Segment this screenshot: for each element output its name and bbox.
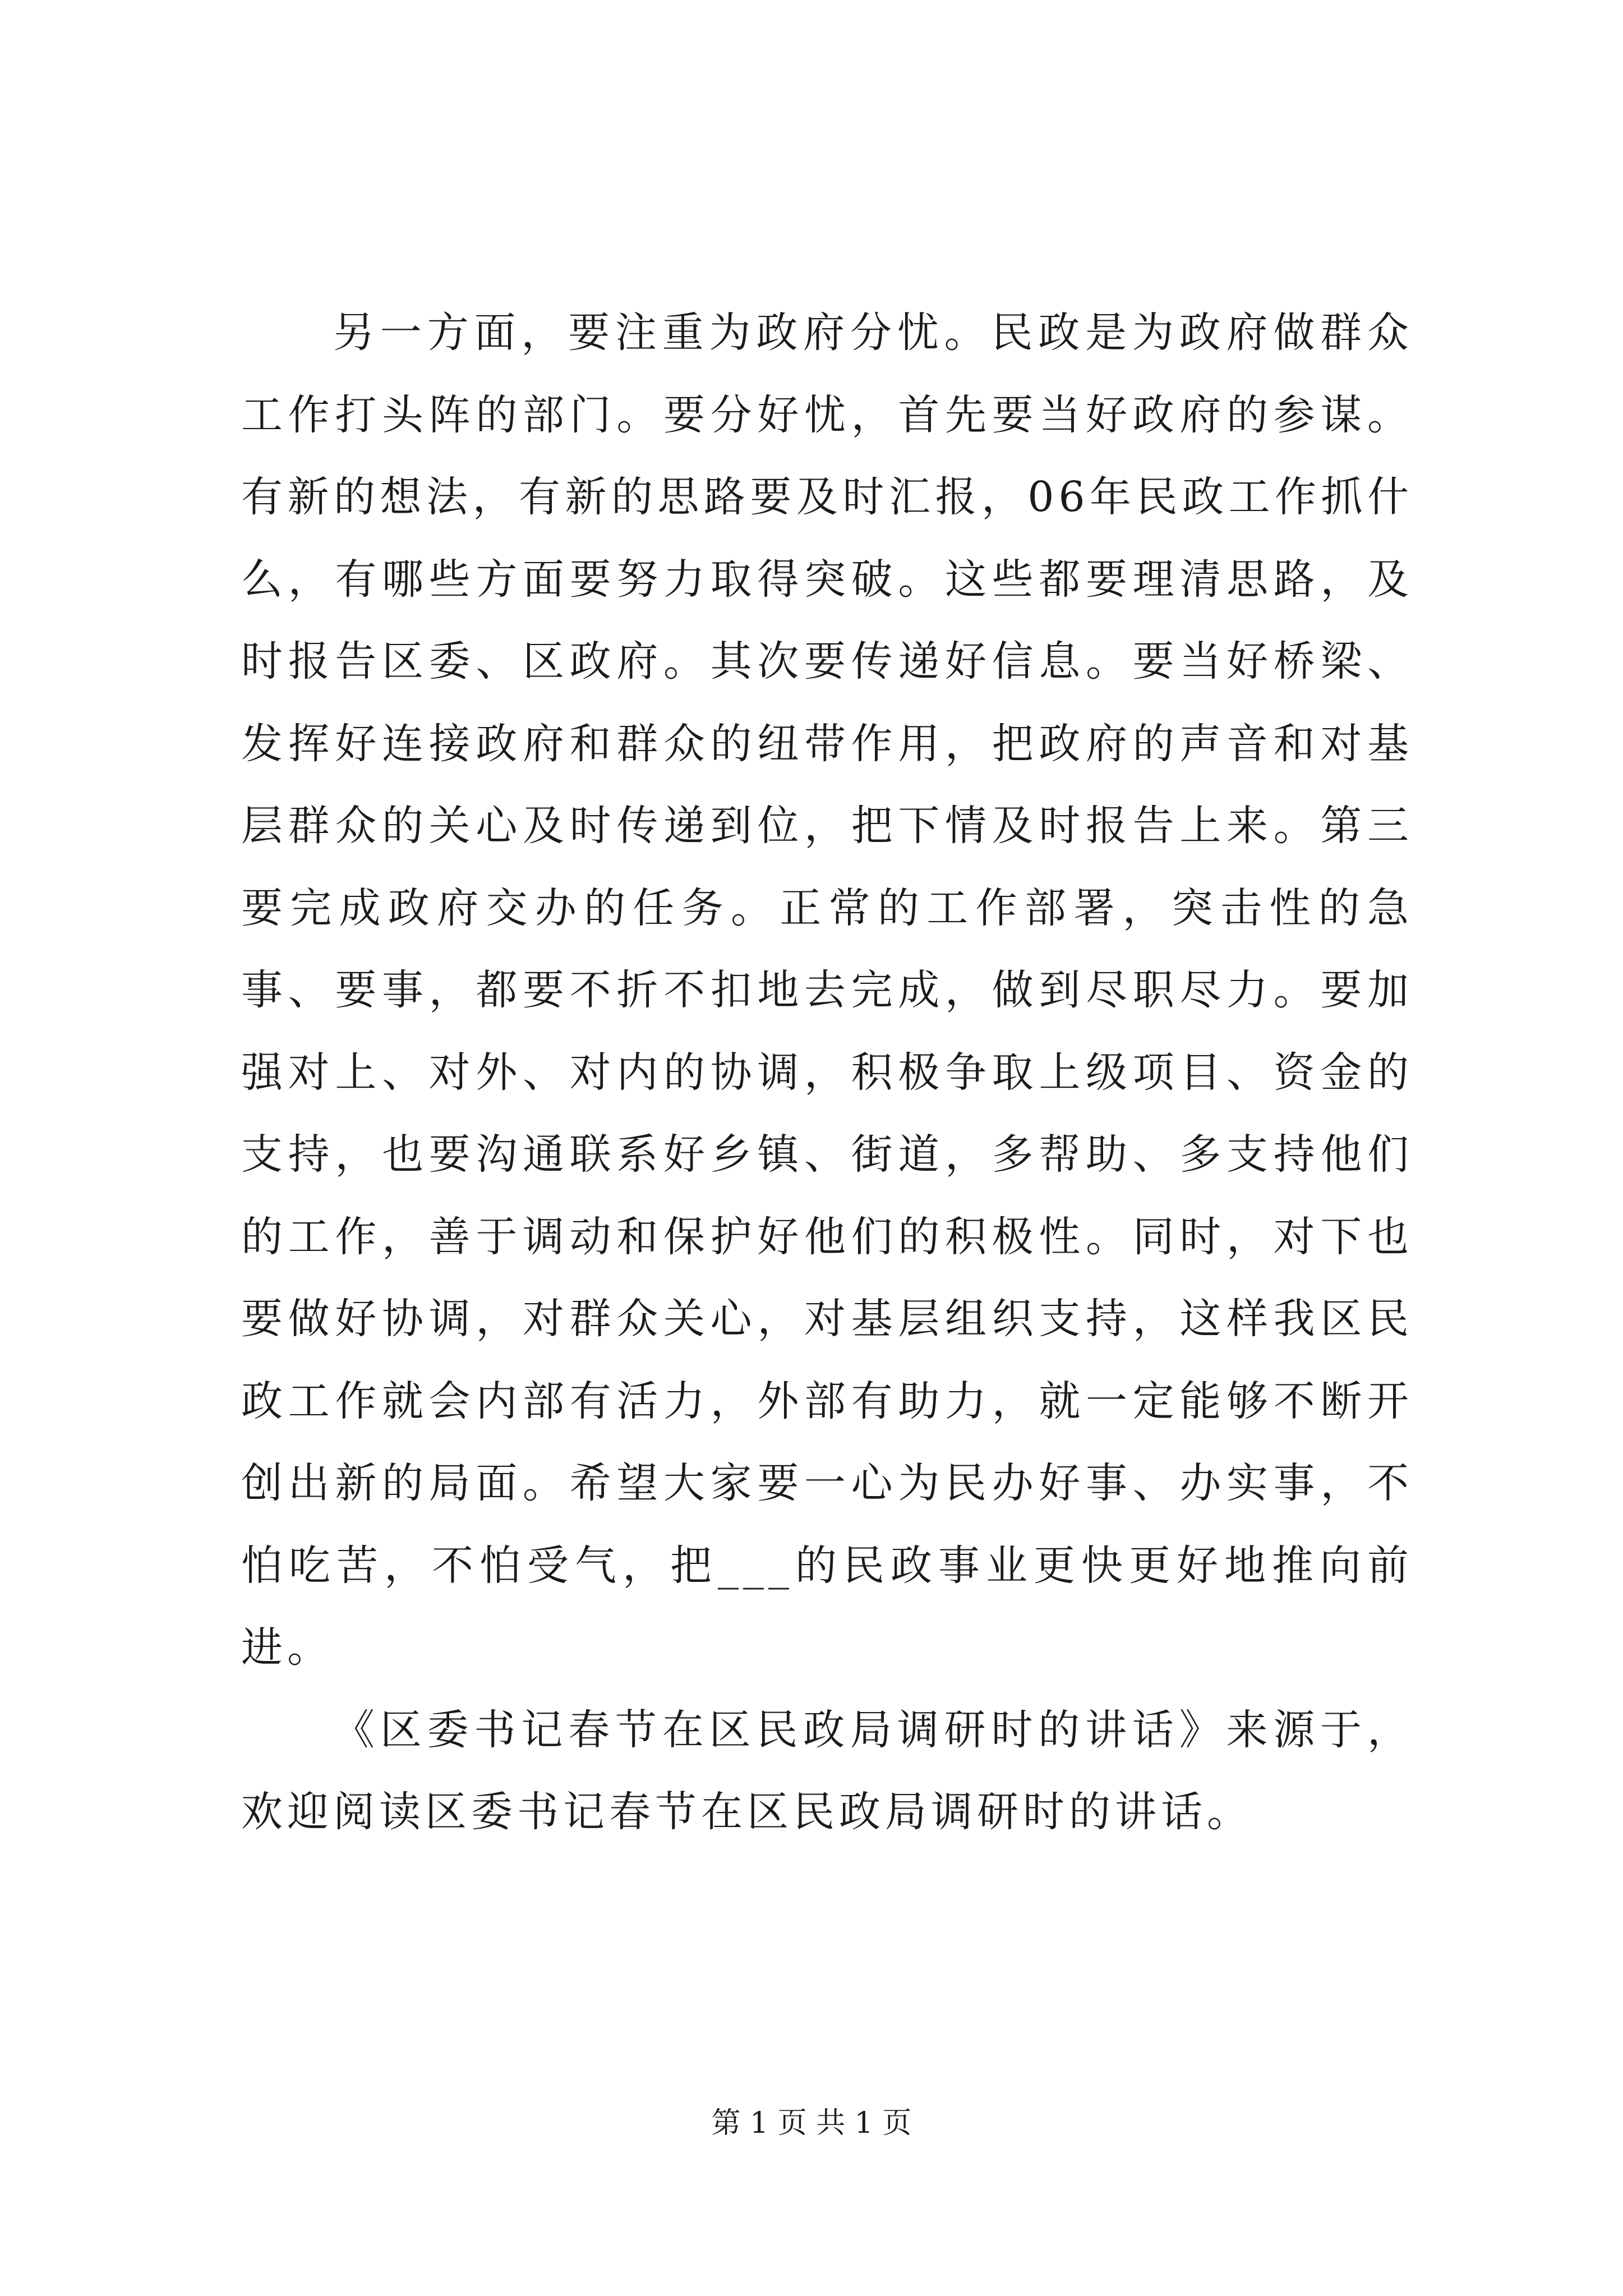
paragraph-2: 《区委书记春节在区民政局调研时的讲话》来源于，欢迎阅读区委书记春节在区民政局调研时的讲话。: [241, 1705, 1413, 1836]
page-footer: [0, 2104, 1623, 2143]
paragraph-1: 另一方面，要注重为政府分忧。民政是为政府做群众工作打头阵的部门。要分好忧，首先要当好政府的参谋。有新的想法，有新的思路要及时汇报，06年民政工作抓什么，有哪些方面要努力取得突破。这些都要理清思路，及时报告区委、区政府。其次要传递好信息。要当好桥梁、发挥好连接政府和群众的纽带作用，把政府的声音和对基层群众的关心及时传递到位，把下情及时报告上来。第三要完成政府交办的任务。正常的工作部署，突击性的急事、要事，都要不折不扣地去完成，做到尽职尽力。要加强对上、对外、对内的协调，积极争取上级项目、资金的支持，也要沟通联系好乡镇、街道，多帮助、多支持他们的工作，善于调动和保护好他们的积极性。同时，对下也要做好协调，对群众关心，对基层组织支持，这样我区民政工作就会内部有活力，外部有助力，就一定能够不断开创出新的局面。希望大家要一心为民办好事、办实事，不怕吃苦，不怕受气，把___的民政事业更快更好地推向前进。: [241, 309, 1413, 1672]
page-number-label: 第 1 页 共 1 页: [711, 2106, 912, 2140]
document-body: [241, 292, 1413, 1853]
